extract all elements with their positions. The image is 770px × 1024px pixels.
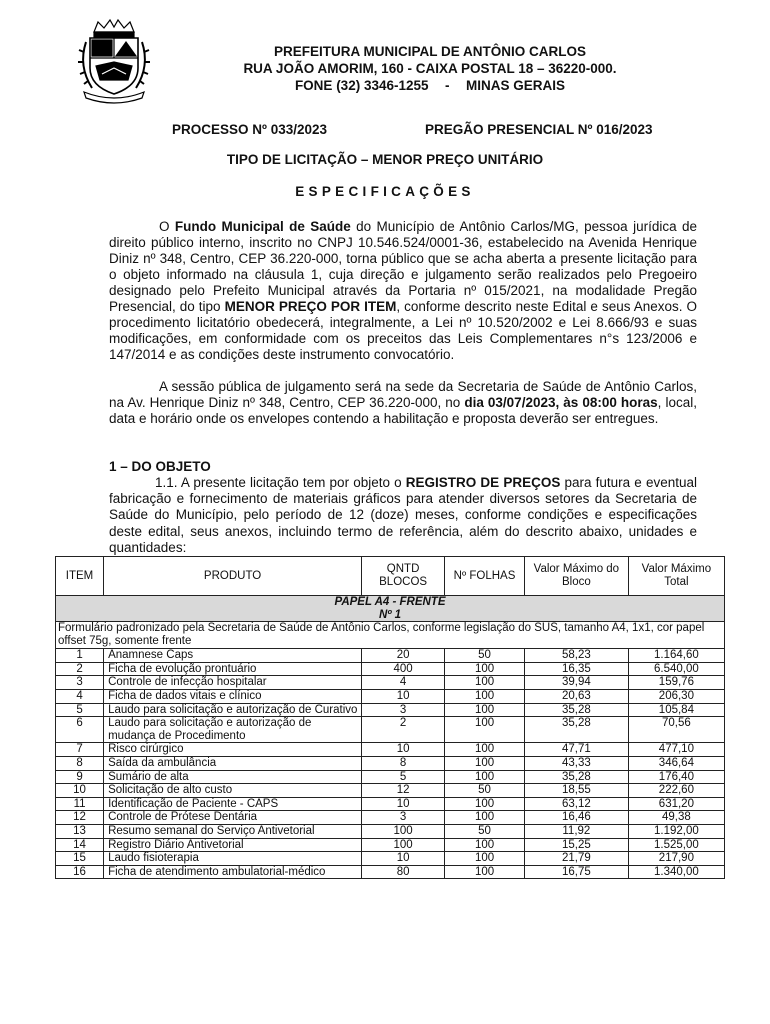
pregao-number: PREGÃO PRESENCIAL Nº 016/2023 bbox=[425, 122, 653, 137]
cell-folhas: 50 bbox=[445, 649, 525, 663]
cell-produto: Saída da ambulância bbox=[104, 756, 362, 770]
cell-item: 10 bbox=[56, 784, 104, 798]
cell-qtd: 400 bbox=[362, 662, 445, 676]
para1-e: , conforme descrito neste Edital e seus Anexos. O procedimento licitatório obedecerá, integralmente, a Lei nº 10.520/2002 e Lei 8.666/93 e suas modificações, em conformidade com os preceitos das Leis Complementares n°s 123/2006 e 147/2014 e as condições deste instrumento convocatório. bbox=[109, 299, 697, 362]
cell-item: 4 bbox=[56, 689, 104, 703]
cell-qtd: 8 bbox=[362, 756, 445, 770]
cell-qtd: 2 bbox=[362, 717, 445, 743]
cell-produto: Resumo semanal do Serviço Antivetorial bbox=[104, 824, 362, 838]
cell-qtd: 10 bbox=[362, 797, 445, 811]
cell-folhas: 100 bbox=[445, 838, 525, 852]
cell-folhas: 100 bbox=[445, 770, 525, 784]
cell-item: 11 bbox=[56, 797, 104, 811]
table-row bbox=[56, 743, 725, 757]
cell-qtd: 100 bbox=[362, 838, 445, 852]
cell-folhas: 100 bbox=[445, 676, 525, 690]
table-row bbox=[56, 649, 725, 663]
table-row bbox=[56, 797, 725, 811]
table-row bbox=[56, 703, 725, 717]
table-row bbox=[56, 717, 725, 743]
cell-item: 1 bbox=[56, 649, 104, 663]
cell-valor-bloco: 43,33 bbox=[524, 756, 628, 770]
cell-produto: Identificação de Paciente - CAPS bbox=[104, 797, 362, 811]
cell-qtd: 80 bbox=[362, 865, 445, 879]
cell-item: 14 bbox=[56, 838, 104, 852]
cell-valor-bloco: 21,79 bbox=[524, 852, 628, 866]
cell-folhas: 100 bbox=[445, 852, 525, 866]
table-row bbox=[56, 811, 725, 825]
table-row bbox=[56, 770, 725, 784]
cell-qtd: 10 bbox=[362, 852, 445, 866]
cell-produto: Registro Diário Antivetorial bbox=[104, 838, 362, 852]
cell-produto: Controle de infecção hospitalar bbox=[104, 676, 362, 690]
cell-qtd: 5 bbox=[362, 770, 445, 784]
cell-valor-total: 206,30 bbox=[628, 689, 724, 703]
cell-folhas: 100 bbox=[445, 743, 525, 757]
cell-produto: Ficha de atendimento ambulatorial-médico bbox=[104, 865, 362, 879]
cell-item: 9 bbox=[56, 770, 104, 784]
header-phone: FONE (32) 3346-1255 bbox=[294, 78, 429, 93]
table-row bbox=[56, 865, 725, 879]
header-valor-total: Valor Máximo Total bbox=[628, 557, 724, 596]
cell-valor-total: 105,84 bbox=[628, 703, 724, 717]
municipal-crest-logo bbox=[76, 18, 152, 104]
cell-valor-bloco: 35,28 bbox=[524, 703, 628, 717]
cell-folhas: 100 bbox=[445, 662, 525, 676]
section1-c: para futura e eventual fabricação e fornecimento de materiais gráficos para atender diversos setores da Secretaria de Saúde do Município, pelo período de 12 (doze) meses, conforme condições e especificações deste edital, seus anexos, incluindo termo de referência, além do descrito abaixo, unidades e quantidades: bbox=[109, 475, 697, 555]
cell-folhas: 100 bbox=[445, 811, 525, 825]
cell-qtd: 4 bbox=[362, 676, 445, 690]
para2-a: A sessão pública de julgamento será na sede da Secretaria de Saúde de Antônio Carlos, na Av. Henrique Diniz nº 348, Centro, CEP 36.220-000, no bbox=[109, 379, 697, 410]
cell-valor-total: 1.340,00 bbox=[628, 865, 724, 879]
cell-valor-total: 70,56 bbox=[628, 717, 724, 743]
header-produto: PRODUTO bbox=[104, 557, 362, 596]
para2-c: , local, data e horário onde os envelopes contendo a habilitação e proposta deverão ser entregues. bbox=[109, 395, 697, 426]
cell-valor-total: 477,10 bbox=[628, 743, 724, 757]
especificacoes-title: ESPECIFICAÇÕES bbox=[295, 184, 475, 199]
table-row bbox=[56, 676, 725, 690]
group-description-row bbox=[56, 622, 725, 649]
tipo-licitacao: TIPO DE LICITAÇÃO – MENOR PREÇO UNITÁRIO bbox=[226, 152, 544, 167]
cell-valor-total: 176,40 bbox=[628, 770, 724, 784]
paragraph-intro bbox=[109, 219, 697, 363]
cell-produto: Sumário de alta bbox=[104, 770, 362, 784]
cell-valor-bloco: 16,46 bbox=[524, 811, 628, 825]
cell-folhas: 100 bbox=[445, 797, 525, 811]
cell-item: 2 bbox=[56, 662, 104, 676]
cell-item: 12 bbox=[56, 811, 104, 825]
cell-valor-bloco: 16,75 bbox=[524, 865, 628, 879]
header-address: RUA JOÃO AMORIM, 160 - CAIXA POSTAL 18 – 36220-000. bbox=[243, 61, 617, 76]
header-folhas: Nº FOLHAS bbox=[445, 557, 525, 596]
cell-qtd: 3 bbox=[362, 811, 445, 825]
cell-valor-bloco: 35,28 bbox=[524, 717, 628, 743]
cell-folhas: 50 bbox=[445, 784, 525, 798]
cell-item: 13 bbox=[56, 824, 104, 838]
cell-item: 15 bbox=[56, 852, 104, 866]
cell-qtd: 3 bbox=[362, 703, 445, 717]
paragraph-session bbox=[109, 379, 697, 427]
cell-valor-bloco: 63,12 bbox=[524, 797, 628, 811]
header-valor-bloco: Valor Máximo do Bloco bbox=[524, 557, 628, 596]
table-row bbox=[56, 756, 725, 770]
cell-item: 8 bbox=[56, 756, 104, 770]
header-contact bbox=[150, 77, 710, 95]
para1-c: do Município de Antônio Carlos/MG, pessoa jurídica de direito público interno, inscrito no CNPJ 10.546.524/0001-36, estabelecido na Avenida Henrique Diniz nº 348, Centro, CEP 36.220-000, torna público que se acha aberta a presente licitação para o objeto informado na cláusula 1, cuja direção e julgamento serão realizados pelo Pregoeiro designado pelo Prefeito Municipal através da Portaria nº 015/2021, na modalidade Pregão Presencial, do tipo bbox=[109, 219, 697, 314]
header-line-1: PREFEITURA MUNICIPAL DE ANTÔNIO CARLOS bbox=[273, 44, 586, 59]
para1-b: Fundo Municipal de Saúde bbox=[174, 219, 351, 234]
table-header-row bbox=[56, 557, 725, 596]
cell-valor-total: 49,38 bbox=[628, 811, 724, 825]
cell-valor-total: 159,76 bbox=[628, 676, 724, 690]
cell-produto: Laudo para solicitação e autorização de Curativo bbox=[104, 703, 362, 717]
cell-produto: Ficha de evolução prontuário bbox=[104, 662, 362, 676]
table-row bbox=[56, 662, 725, 676]
items-table bbox=[55, 556, 725, 879]
cell-qtd: 10 bbox=[362, 743, 445, 757]
cell-valor-bloco: 18,55 bbox=[524, 784, 628, 798]
cell-item: 16 bbox=[56, 865, 104, 879]
cell-valor-bloco: 20,63 bbox=[524, 689, 628, 703]
cell-valor-bloco: 47,71 bbox=[524, 743, 628, 757]
cell-valor-total: 6.540,00 bbox=[628, 662, 724, 676]
cell-valor-bloco: 15,25 bbox=[524, 838, 628, 852]
cell-valor-total: 1.192,00 bbox=[628, 824, 724, 838]
group-title: PAPEL A4 - FRENTE bbox=[334, 596, 446, 608]
header-state: MINAS GERAIS bbox=[466, 78, 566, 93]
cell-valor-bloco: 58,23 bbox=[524, 649, 628, 663]
cell-folhas: 100 bbox=[445, 717, 525, 743]
cell-produto: Laudo fisioterapia bbox=[104, 852, 362, 866]
header-item: ITEM bbox=[56, 557, 104, 596]
para2-b: dia 03/07/2023, às 08:00 horas bbox=[464, 395, 658, 410]
cell-valor-total: 631,20 bbox=[628, 797, 724, 811]
cell-qtd: 100 bbox=[362, 824, 445, 838]
processo-number: PROCESSO Nº 033/2023 bbox=[172, 122, 328, 137]
para1-a: O bbox=[159, 219, 175, 234]
cell-valor-bloco: 39,94 bbox=[524, 676, 628, 690]
cell-valor-total: 1.164,60 bbox=[628, 649, 724, 663]
cell-valor-total: 1.525,00 bbox=[628, 838, 724, 852]
cell-produto: Anamnese Caps bbox=[104, 649, 362, 663]
cell-produto: Laudo para solicitação e autorização de mudança de Procedimento bbox=[104, 717, 362, 743]
cell-item: 3 bbox=[56, 676, 104, 690]
group-header-row bbox=[56, 596, 725, 622]
group-description: Formulário padronizado pela Secretaria de Saúde de Antônio Carlos, conforme legislação do SUS, tamanho A4, 1x1, cor papel offset 75g, somente frente bbox=[56, 622, 725, 649]
table-row bbox=[56, 784, 725, 798]
cell-qtd: 12 bbox=[362, 784, 445, 798]
cell-item: 6 bbox=[56, 717, 104, 743]
header-qtd: QNTD BLOCOS bbox=[362, 557, 445, 596]
section-1-title: 1 – DO OBJETO bbox=[109, 459, 211, 474]
group-number: Nº 1 bbox=[378, 608, 402, 621]
paragraph-objeto bbox=[109, 475, 697, 556]
cell-item: 5 bbox=[56, 703, 104, 717]
cell-produto: Ficha de dados vitais e clínico bbox=[104, 689, 362, 703]
table-row bbox=[56, 838, 725, 852]
cell-valor-bloco: 16,35 bbox=[524, 662, 628, 676]
cell-qtd: 20 bbox=[362, 649, 445, 663]
cell-valor-bloco: 35,28 bbox=[524, 770, 628, 784]
cell-folhas: 50 bbox=[445, 824, 525, 838]
cell-valor-total: 217,90 bbox=[628, 852, 724, 866]
para1-d: MENOR PREÇO POR ITEM bbox=[224, 299, 397, 314]
cell-folhas: 100 bbox=[445, 865, 525, 879]
cell-produto: Controle de Prótese Dentária bbox=[104, 811, 362, 825]
cell-produto: Risco cirúrgico bbox=[104, 743, 362, 757]
cell-folhas: 100 bbox=[445, 689, 525, 703]
table-row bbox=[56, 689, 725, 703]
cell-item: 7 bbox=[56, 743, 104, 757]
cell-folhas: 100 bbox=[445, 756, 525, 770]
cell-valor-total: 346,64 bbox=[628, 756, 724, 770]
cell-produto: Solicitação de alto custo bbox=[104, 784, 362, 798]
cell-valor-total: 222,60 bbox=[628, 784, 724, 798]
section1-b: REGISTRO DE PREÇOS bbox=[405, 475, 561, 490]
table-row bbox=[56, 824, 725, 838]
section1-a: 1.1. A presente licitação tem por objeto o bbox=[155, 475, 406, 490]
table-row bbox=[56, 852, 725, 866]
cell-valor-bloco: 11,92 bbox=[524, 824, 628, 838]
cell-folhas: 100 bbox=[445, 703, 525, 717]
cell-qtd: 10 bbox=[362, 689, 445, 703]
header-separator: - bbox=[445, 78, 450, 93]
